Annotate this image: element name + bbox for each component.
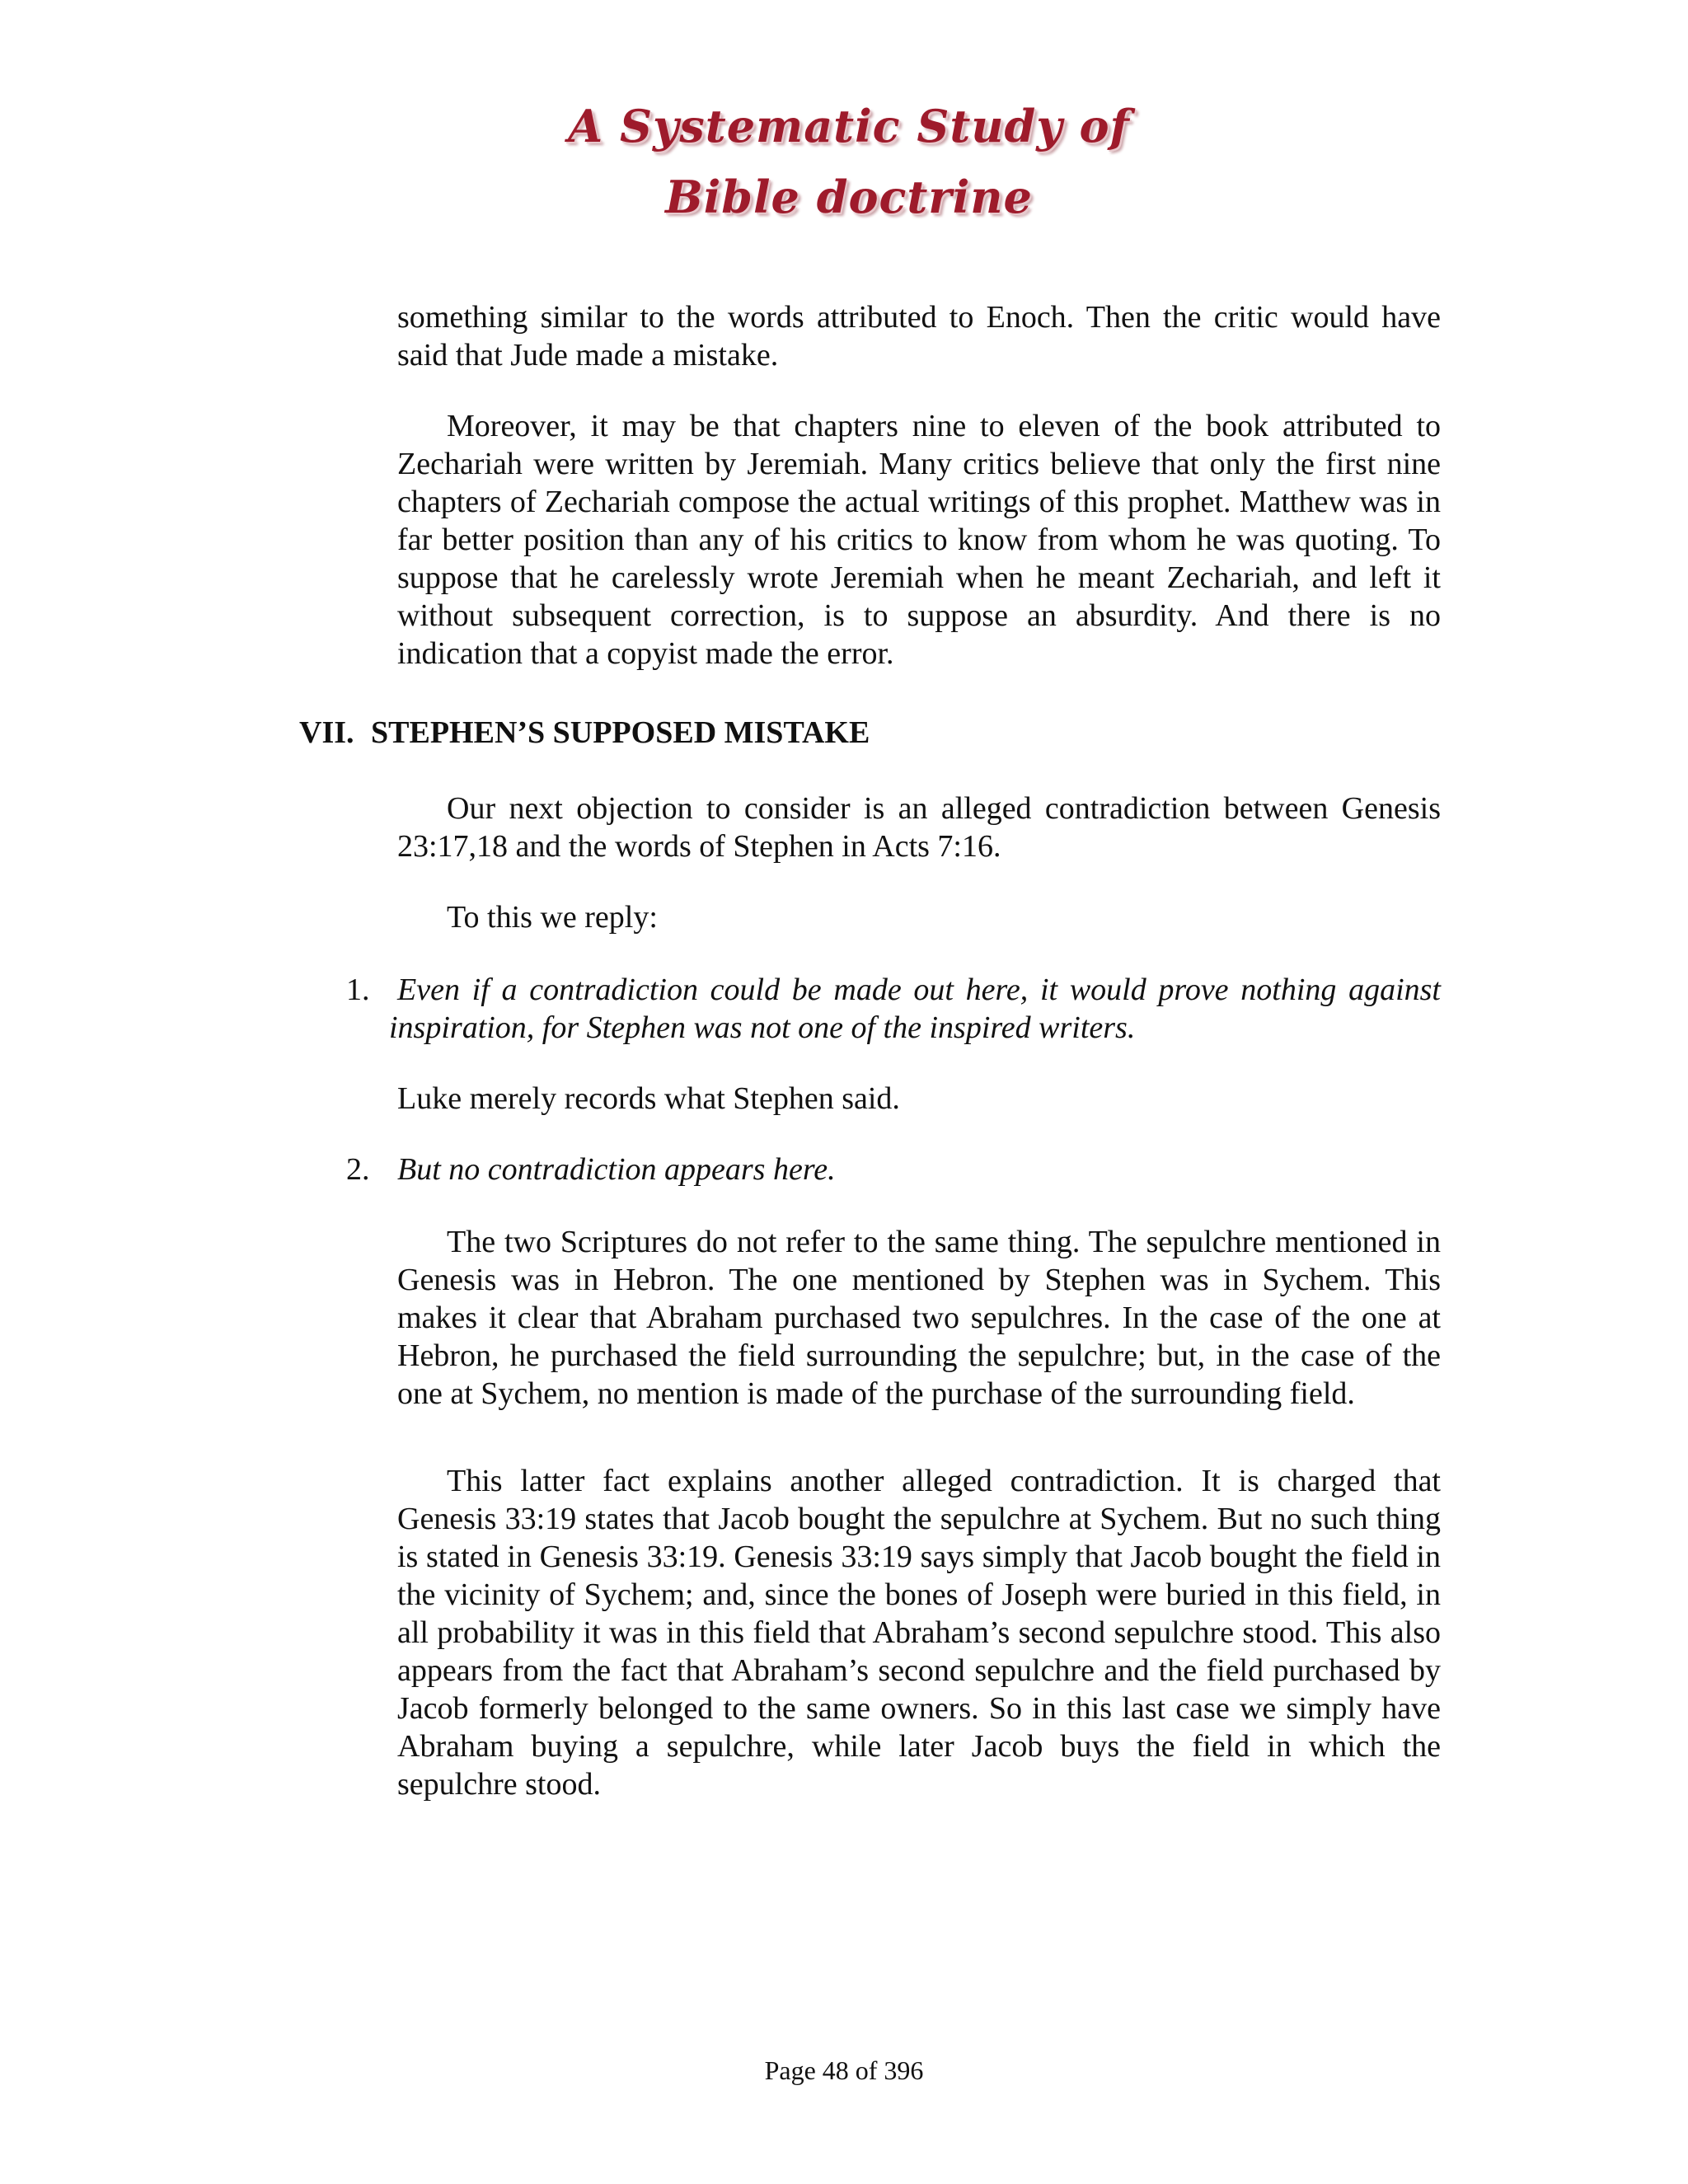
page-number: Page 48 of 396 xyxy=(764,2055,924,2085)
section-title: STEPHEN’S SUPPOSED MISTAKE xyxy=(371,715,870,750)
paragraph-sepulchres: The two Scriptures do not refer to the same thing. The sepulchre mentioned in Genesis was in Hebron. The one mentioned by Stephen was in Sychem. This makes it clear that Abraham purchased two sepulchres. In the case of the one at Hebron, he purchased the field surrounding the sepulchre; but, in the case of the one at Sychem, no mention is made of the purchase of the surrounding field. xyxy=(397,1225,1441,1411)
book-title-logo xyxy=(560,91,1137,223)
paragraph-objection: Our next objection to consider is an alleged contradiction between Genesis 23:17,18 and the words of Stephen in Acts 7:16. xyxy=(397,791,1441,864)
paragraph-jacob: This latter fact explains another alleged contradiction. It is charged that Genesis 33:19 states that Jacob bought the sepulchre at Sychem. But no such thing is stated in Genesis 33:19. Genesis 33:19 says simply that Jacob bought the field in the vicinity of Sychem; and, since the bones of Joseph were buried in this field, in all probability it was in this field that Abraham’s second sepulchre stood. This also appears from the fact that Abraham’s second sepulchre and the field purchased by Jacob formerly belonged to the same owners. So in this last case we simply have Abraham buying a sepulchre, while later Jacob buys the field in which the sepulchre stood. xyxy=(397,1464,1441,1802)
section-heading xyxy=(299,714,870,752)
list-marker-1: 1. xyxy=(346,972,370,1007)
paragraph-zechariah: Moreover, it may be that chapters nine to eleven of the book attributed to Zechariah were written by Jeremiah. Many critics believe that only the first nine chapters of Zechariah compose the actual writings of this prophet. Matthew was in far better position than any of his critics to know from whom he was quoting. To suppose that he carelessly wrote Jeremiah when he meant Zechariah, and left it without subsequent correction, is to suppose an absurdity. And there is no indication that a copyist made the error. xyxy=(397,409,1441,671)
logo-line-2: Bible doctrine xyxy=(665,171,1033,223)
logo-line-1: A Systematic Study of xyxy=(568,100,1130,152)
list-item-1-text: Even if a contradiction could be made out here, it would prove nothing against inspiration, for Stephen was not one of the inspired writers. xyxy=(389,972,1441,1045)
paragraph-luke: Luke merely records what Stephen said. xyxy=(397,1081,900,1116)
paragraph-reply: To this we reply: xyxy=(447,900,658,935)
list-item-2 xyxy=(346,1151,1441,1188)
section-number: VII. xyxy=(299,715,354,750)
list-item-1 xyxy=(346,971,1441,1047)
list-marker-2: 2. xyxy=(346,1152,370,1187)
paragraph-continuation: something similar to the words attributed to Enoch. Then the critic would have said that Jude made a mistake. xyxy=(397,300,1441,373)
list-item-2-text: But no contradiction appears here. xyxy=(397,1152,836,1187)
